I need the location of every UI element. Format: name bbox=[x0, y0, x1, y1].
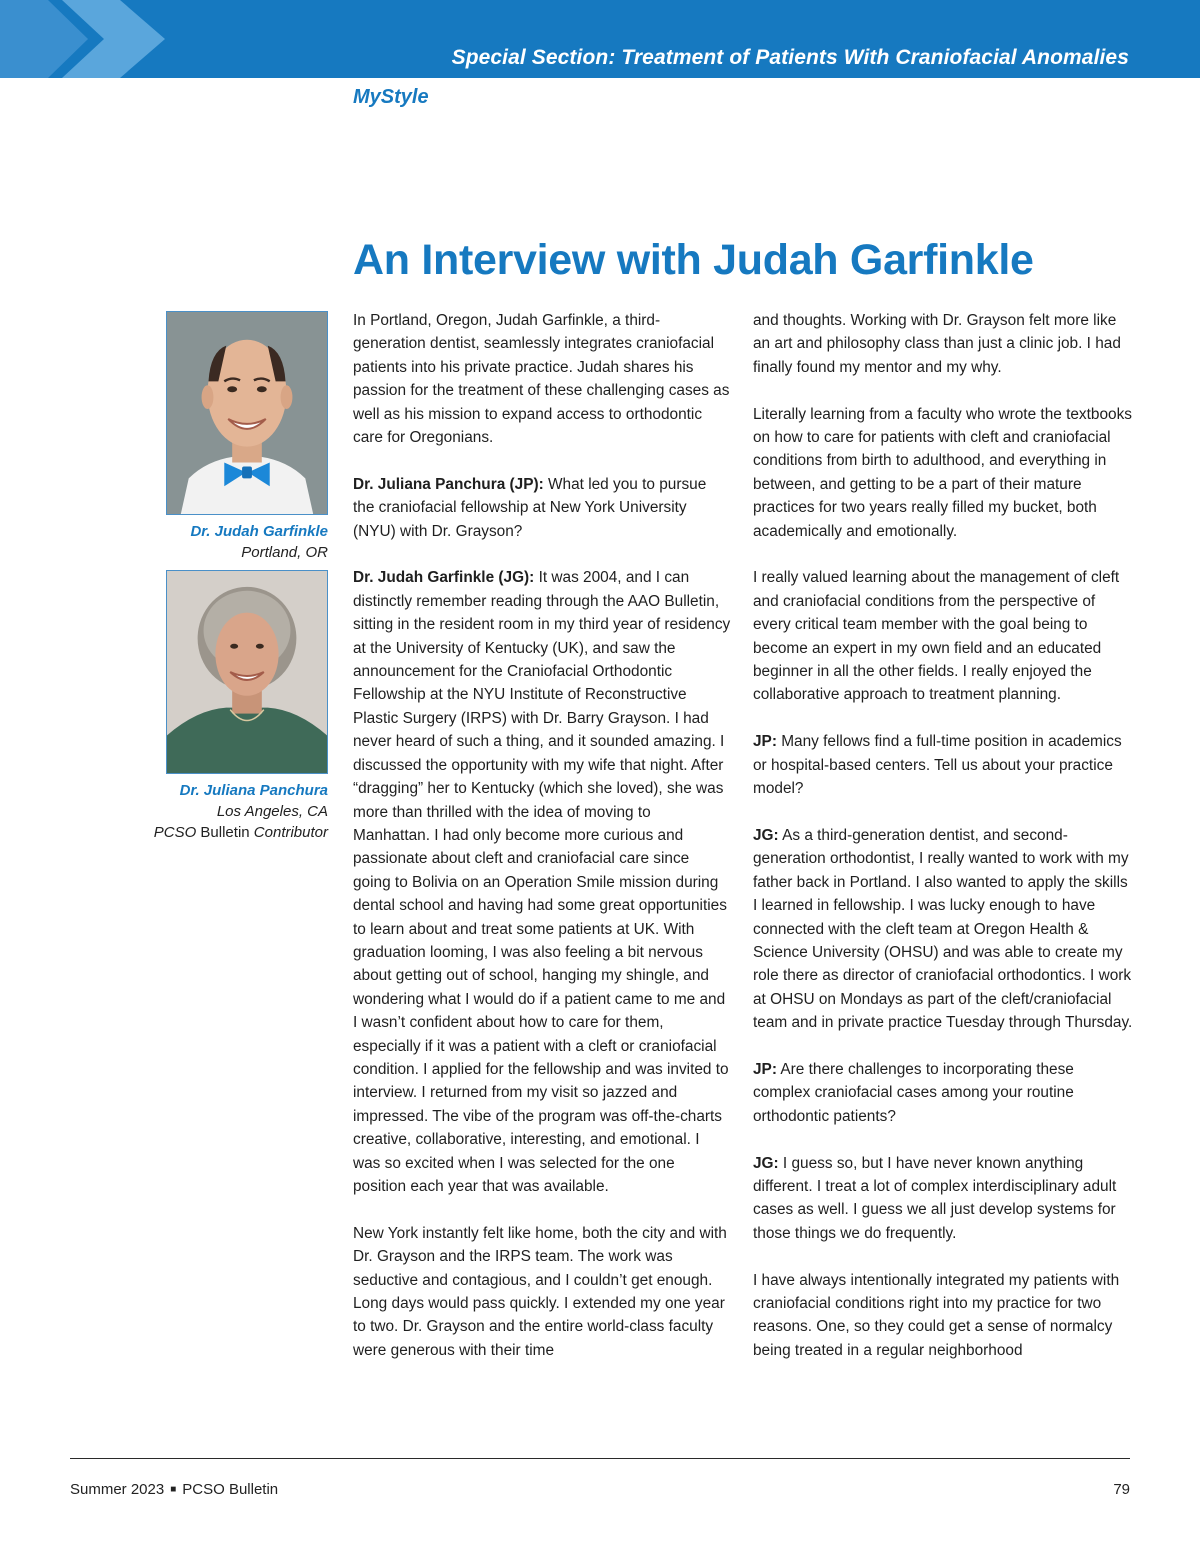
speaker-label: Dr. Juliana Panchura (JP): bbox=[353, 475, 544, 493]
question-paragraph bbox=[353, 473, 731, 543]
footer-divider bbox=[70, 1458, 1130, 1459]
answer-paragraph bbox=[753, 1152, 1133, 1246]
answer-paragraph bbox=[353, 566, 731, 1198]
question-paragraph bbox=[753, 1058, 1133, 1128]
body-paragraph: and thoughts. Working with Dr. Grayson felt more like an art and philosophy class than just a clinic job. I had finally found my mentor and my why. bbox=[753, 312, 1121, 376]
question-paragraph bbox=[753, 730, 1133, 800]
caption-juliana-panchura bbox=[154, 780, 328, 843]
caption-location: Portland, OR bbox=[241, 544, 328, 561]
answer-text: As a third-generation dentist, and second-generation orthodontist, I really wanted to work with my father back in Portland. I also wanted to apply the skills I learned in fellowship. I was lucky enough to have connected with the cleft team at Oregon Health & Science University (OHSU) and was able to create my role there as director of craniofacial orthodontics. I work at OHSU on Mondays as part of the cleft/craniofacial team and in private practice Tuesday through Thursday. bbox=[753, 826, 1133, 1032]
question-text: What led you to pursue the craniofacial fellowship at New York University (NYU) with Dr. Grayson? bbox=[353, 475, 707, 540]
speaker-label: JG: bbox=[753, 1154, 779, 1172]
speaker-label: JP: bbox=[753, 1060, 777, 1078]
chevron-arrows-icon bbox=[0, 0, 175, 78]
intro-paragraph: In Portland, Oregon, Judah Garfinkle, a third-generation dentist, seamlessly integrates craniofacial patients into his private practice. Judah shares his passion for the treatment of these challenging cases as well as his mission to expand access to orthodontic care for Oregonians. bbox=[353, 312, 730, 447]
header-banner bbox=[0, 0, 1200, 78]
body-column-right bbox=[753, 309, 1133, 1386]
banner-title: Special Section: Treatment of Patients With Craniofacial Anomalies bbox=[451, 46, 1129, 69]
caption-role bbox=[154, 822, 328, 843]
question-text: Many fellows find a full-time position in academics or hospital-based centers. Tell us about your practice model? bbox=[753, 733, 1122, 798]
caption-role-part: PCSO bbox=[153, 824, 197, 841]
photo-judah-garfinkle bbox=[166, 311, 328, 515]
footer-publication: PCSO Bulletin bbox=[182, 1481, 279, 1498]
body-paragraph: I have always intentionally integrated my patients with craniofacial conditions right into my practice for two reasons. One, so they could get a sense of normalcy being treated in a regular neighborhood bbox=[753, 1271, 1120, 1359]
caption-role-part: Bulletin bbox=[200, 824, 250, 841]
section-label: MyStyle bbox=[353, 86, 429, 108]
footer-issue bbox=[70, 1481, 278, 1498]
footer-separator: ■ bbox=[170, 1484, 177, 1495]
photo-juliana-panchura bbox=[166, 570, 328, 774]
body-paragraph: Literally learning from a faculty who wrote the textbooks on how to care for patients with cleft and craniofacial conditions from birth to adulthood, and everything in between, and getting to be a part of their mature practices for two years really filled my bucket, both academically and emotionally. bbox=[753, 405, 1132, 540]
question-text: Are there challenges to incorporating these complex craniofacial cases among your routine orthodontic patients? bbox=[753, 1060, 1074, 1125]
answer-paragraph bbox=[753, 824, 1133, 1035]
footer-issue-date: Summer 2023 bbox=[70, 1481, 165, 1498]
caption-location: Los Angeles, CA bbox=[216, 803, 328, 820]
speaker-label: Dr. Judah Garfinkle (JG): bbox=[353, 569, 535, 587]
caption-role-part: Contributor bbox=[253, 824, 328, 841]
caption-name: Dr. Judah Garfinkle bbox=[190, 523, 328, 540]
body-column-left bbox=[353, 309, 731, 1386]
body-paragraph: I really valued learning about the management of cleft and craniofacial conditions from the perspective of every critical team member with the goal being to become an expert in my own field and an educated beginner in all the other fields. I really enjoyed the collaborative approach to treatment planning. bbox=[753, 569, 1120, 704]
article-title: An Interview with Judah Garfinkle bbox=[353, 236, 1034, 284]
speaker-label: JP: bbox=[753, 733, 777, 751]
caption-name: Dr. Juliana Panchura bbox=[179, 782, 328, 799]
body-paragraph: New York instantly felt like home, both the city and with Dr. Grayson and the IRPS team. The work was seductive and contagious, and I couldn’t get enough. Long days would pass quickly. I extended my one year to two. Dr. Grayson and the entire world-class faculty were generous with their time bbox=[353, 1224, 727, 1359]
page-number: 79 bbox=[1113, 1481, 1130, 1498]
answer-text: It was 2004, and I can distinctly remember reading through the AAO Bulletin, sitting in the resident room in my third year of residency at the University of Kentucky (UK), and saw the announcement for the Craniofacial Orthodontic Fellowship at the NYU Institute of Reconstructive Plastic Surgery (IRPS) with Dr. Barry Grayson. I had never heard of such a thing, and it sounded amazing. I discussed the opportunity with my wife that night. After “dragging” her to Kentucky (which she loved), she was more than thrilled with the idea of moving to Manhattan. I had only become more curious and passionate about cleft and craniofacial care since going to Bolivia on an Operation Smile mission during dental school and having had some great opportunities to learn about and treat some patients at UK. With graduation looming, I was also feeling a bit nervous about getting out of school, hanging my shingle, and wondering what I would do if a patient came to me and I wasn’t confident about how to care for them, especially if it was a patient with a cleft or craniofacial condition. I applied for the fellowship and was invited to interview. I returned from my visit so jazzed and impressed. The vibe of the program was off-the-charts creative, collaborative, interesting, and emotional. I was so excited when I was selected for the one position each year that was available. bbox=[353, 569, 731, 1195]
answer-text: I guess so, but I have never known anything different. I treat a lot of complex interdisciplinary adult cases as well. I guess we all just develop systems for those things we do frequently. bbox=[753, 1154, 1117, 1242]
speaker-label: JG: bbox=[753, 826, 779, 844]
caption-judah-garfinkle bbox=[190, 521, 328, 563]
